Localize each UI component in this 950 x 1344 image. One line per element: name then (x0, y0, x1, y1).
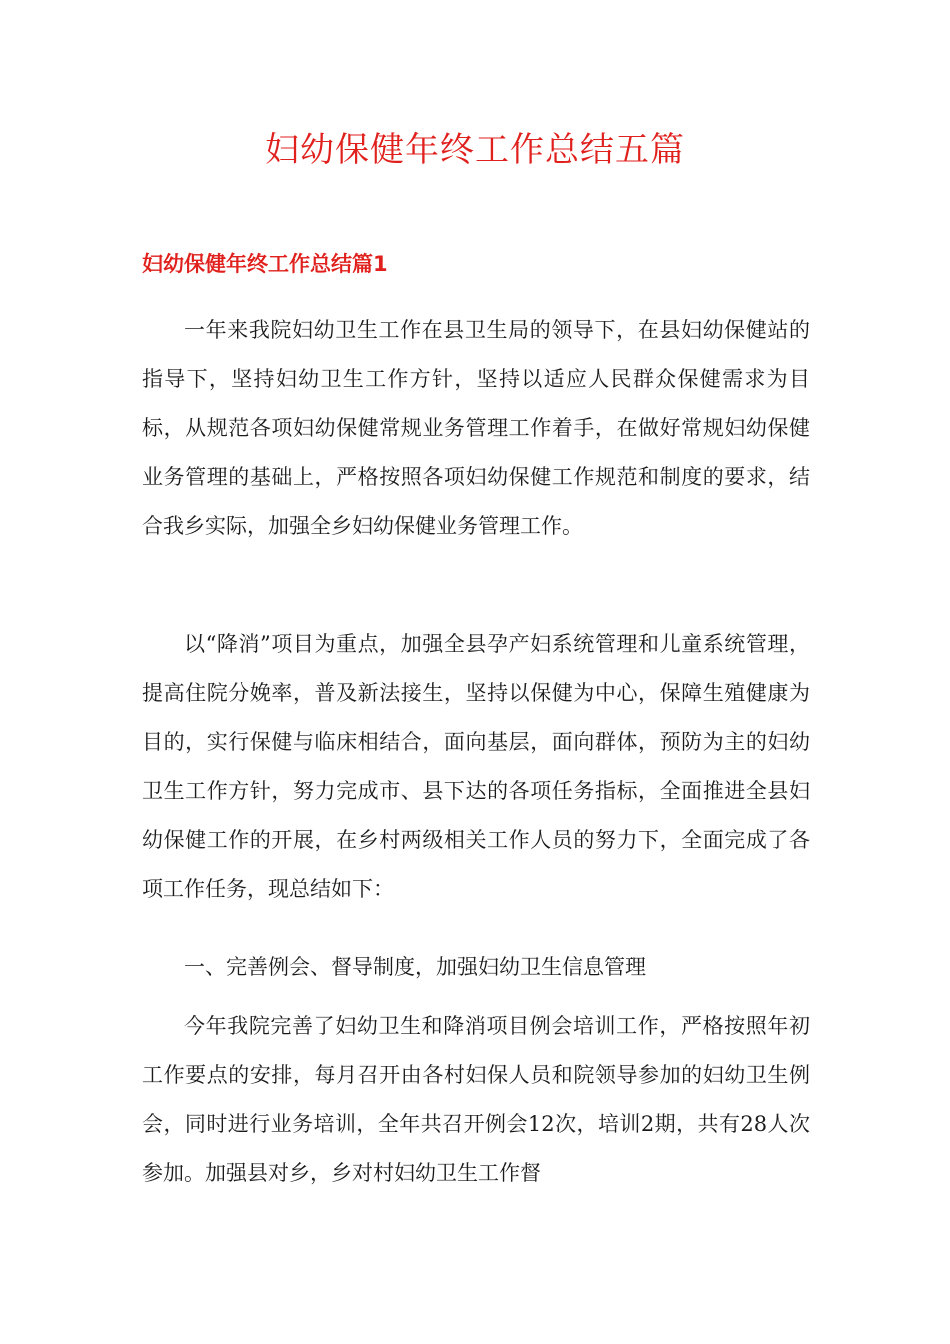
document-title: 妇幼保健年终工作总结五篇 (265, 130, 685, 170)
body-paragraph: 以“降消”项目为重点，加强全县孕产妇系统管理和儿童系统管理，提高住院分娩率，普及新法接生，坚持以保健为中心，保障生殖健康为目的，实行保健与临床相结合，面向基层，面向群体，预防为主的妇幼卫生工作方针，努力完成市、县下达的各项任务指标，全面推进全县妇幼保健工作的开展，在乡村两级相关工作人员的努力下，全面完成了各项工作任务，现总结如下： (142, 632, 810, 901)
subsection-heading: 一、完善例会、督导制度，加强妇幼卫生信息管理 (184, 955, 646, 979)
body-paragraph: 今年我院完善了妇幼卫生和降消项目例会培训工作，严格按照年初工作要点的安排，每月召开由各村妇保人员和院领导参加的妇幼卫生例会，同时进行业务培训，全年共召开例会12次，培训2期，共有28人次参加。加强县对乡，乡对村妇幼卫生工作督 (142, 1014, 810, 1185)
body-paragraph: 一年来我院妇幼卫生工作在县卫生局的领导下，在县妇幼保健站的指导下，坚持妇幼卫生工作方针，坚持以适应人民群众保健需求为目标，从规范各项妇幼保健常规业务管理工作着手，在做好常规妇幼保健业务管理的基础上，严格按照各项妇幼保健工作规范和制度的要求，结合我乡实际，加强全乡妇幼保健业务管理工作。 (142, 318, 810, 538)
section-heading: 妇幼保健年终工作总结篇1 (142, 252, 388, 276)
